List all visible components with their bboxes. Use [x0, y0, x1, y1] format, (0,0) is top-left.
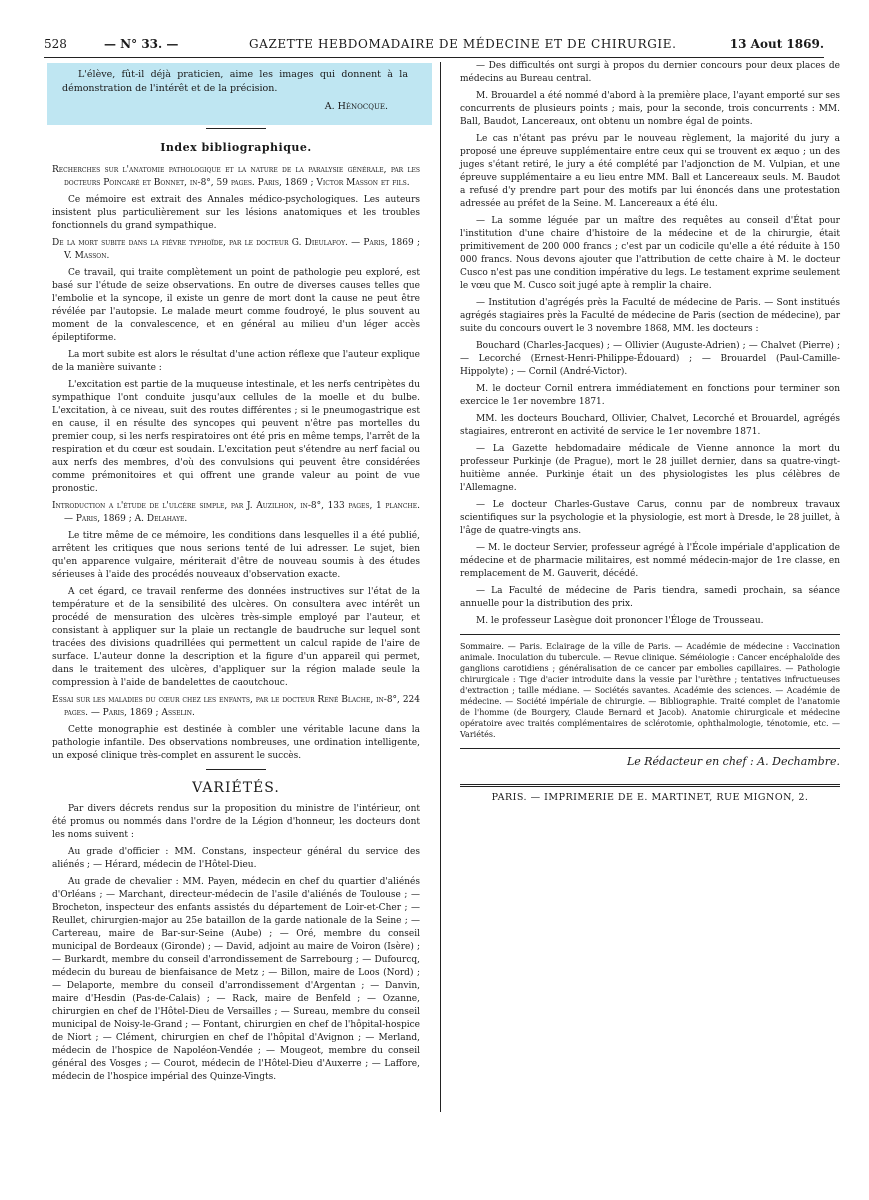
column-divider — [440, 62, 441, 1112]
news-paragraph: — Institution d'agrégés près la Faculté de médecine de Paris. — Sont institués agrégés stagiaires près la Faculté de médecine de Paris (section de médecine), par suite du concours ouvert le 3 novembre 1868, MM. les docteurs : — [460, 298, 840, 334]
varietes-intro: Par divers décrets rendus sur la proposition du ministre de l'intérieur, ont été promus ou nommés dans l'ordre de la Légion d'honneur, les docteurs dont les noms suivent : — [52, 804, 420, 840]
varietes-chevalier: Au grade de chevalier : MM. Payen, médecin en chef du quartier d'aliénés d'Orléans ; — Marchant, directeur-médecin de l'asile d'aliénés de Toulouse ; — Brocheton, inspecteur des enfants assistés du département de Loir-et-Cher ; — Reullet, chirurgien-major au 25e bataillon de la garde nationale de la Seine ; — Cartereau, maire de Bar-sur-Seine (Aube) ; — Oré, membre du conseil municipal de Bordeaux (Gironde) ; — David, adjoint au maire de Voiron (Isère) ; — Burkardt, membre du conseil d'arrondissement de Sarrebourg ; — Dufourcq, médecin du bureau de bienfaisance de Metz ; — Billon, maire de Loos (Nord) ; — Delaporte, membre du conseil d'arrondissement d'Argentan ; — Danvin, maire d'Hesdin (Pas-de-Calais) ; — Rack, maire de Benfeld ; — Ozanne, chirurgien en chef de l'Hôtel-Dieu de Versailles ; — Sureau, membre du conseil municipal de Noisy-le-Grand ; — Fontant, chirurgien en chef de l'hôpital-hospice de Niort ; — Clément, chirurgien en chef de l'hôpital d'Avignon ; — Merland, médecin de l'hospice de Napoléon-Vendée ; — Mougeot, membre du conseil général des Vosges ; — Courot, médecin de l'Hôtel-Dieu d'Auxerre ; — Laffore, médecin de l'hospice impérial des Quinze-Vingts. — [52, 877, 420, 1082]
news-paragraph: — Des difficultés ont surgi à propos du dernier concours pour deux places de médecins au Bureau central. — [460, 61, 840, 84]
review-paragraph: Ce mémoire est extrait des Annales médico-psychologiques. Les auteurs insistent plus particulièrement sur les lésions anatomiques et les troubles fonctionnels du grand sympathique. — [52, 195, 420, 231]
review-paragraph: La mort subite est alors le résultat d'une action réflexe que l'auteur explique de la manière suivante : — [52, 350, 420, 373]
citation-4: Essai sur les maladies du cœur chez les enfants, par le docteur René Blache, in-8°, 224 pages. — Paris, 1869 ; Asselin. — [52, 695, 420, 718]
review-paragraph: Ce travail, qui traite complètement un point de pathologie peu exploré, est basé sur l'étude de seize observations. En outre de diverses causes telles que l'embolie et la syncope, il existe un genre de mort dont la cause ne peut être révélée par l'autopsie. Le malade meurt comme foudroyé, le plus souvent au moment de la convalescence, et en général au milieu d'un léger accès épileptiforme. — [52, 268, 420, 343]
running-head — [44, 34, 824, 54]
citation-3: Introduction a l'étude de l'ulcère simple, par J. Auzilhon, in-8°, 133 pages, 1 planche. — Paris, 1869 ; A. Delahaye. — [52, 501, 420, 524]
header-rule — [44, 57, 824, 58]
issue-number: — N° 33. — — [104, 37, 179, 51]
quote-author: A. Hénocque. — [324, 101, 388, 112]
review-paragraph: L'excitation est partie de la muqueuse intestinale, et les nerfs centripètes du sympathique l'ont conduite jusqu'aux cellules de la moelle et du bulbe. L'excitation, à ce niveau, suit des routes différentes ; si le pneumogastrique est en cause, il en résulte des syncopes qui peuvent n'être pas mortelles du premier coup, si les nerfs respiratoires ont été pris en même temps, l'arrêt de la respiration et du cœur est soudain. L'excitation peut s'étendre au nerf facial ou aux nerfs des membres, d'où des convulsions qui peuvent être considérées comme prémonitoires et qui offrent une grande valeur au point de vue pronostic. — [52, 380, 420, 494]
index-title: Index bibliographique. — [160, 141, 312, 154]
printer-imprint: PARIS. — IMPRIMERIE DE E. MARTINET, RUE MIGNON, 2. — [460, 784, 840, 804]
left-column — [52, 64, 420, 1088]
review-paragraph: A cet égard, ce travail renferme des données instructives sur l'état de la température et de la sensibilité des ulcères. On consultera avec intérêt un procédé de mensuration des ulcères très-simple employé par l'auteur, et consistant à appliquer sur la plaie un rectangle de baudruche sur lequel sont tracées des divisions quadrillées qui permettent un calcul rapide de l'aire de surface. L'auteur donne la description et la figure d'un appareil qui permet, dans le traitement des ulcères, d'appliquer sur la région malade seule la compression à l'aide de bandelettes de caoutchouc. — [52, 587, 420, 688]
sommaire: Sommaire. — Paris. Eclairage de la ville de Paris. — Académie de médecine : Vaccination animale. Inoculation du tubercule. — Revue clinique. Séméiologie : Cancer encéphaloïde des ganglions carotidiens ; généralisation de ce cancer par embolies capillaires. — Pathologie chirurgicale : Tige d'acier introduite dans la vessie par l'urèthre ; tentatives infructueuses d'extraction ; taille médiane. — Sociétés savantes. Académie des sciences. — Académie de médecine. — Société impériale de chirurgie. — Bibliographie. Traité complet de l'anatomie de l'homme (de Bourgery, Claude Bernard et Jacob). Anatomie chirurgicale et médecine opératoire avec traités complémentaires de sclérotomie, ophthalmologie, ténotomie, etc. — Variétés. — [460, 634, 840, 740]
news-paragraph: — Le docteur Charles-Gustave Carus, connu par de nombreux travaux scientifiques sur la psychologie et la physiologie, est mort à Dresde, le 28 juillet, à l'âge de quatre-vingts ans. — [460, 500, 840, 536]
citation-2: De la mort subite dans la fièvre typhoïde, par le docteur G. Dieulafoy. — Paris, 1869 ; V. Masson. — [52, 238, 420, 261]
quote-text: L'élève, fût-il déjà praticien, aime les images qui donnent à la démonstration de l'intérêt et de la précision. — [62, 69, 408, 94]
news-paragraph: Bouchard (Charles-Jacques) ; — Ollivier (Auguste-Adrien) ; — Chalvet (Pierre) ; — Lecorché (Ernest-Henri-Philippe-Édouard) ; — Brouardel (Paul-Camille-Hippolyte) ; — Cornil (André-Victor). — [460, 341, 840, 377]
news-paragraph: — La Faculté de médecine de Paris tiendra, samedi prochain, sa séance annuelle pour la distribution des prix. — [460, 586, 840, 609]
section-rule — [206, 769, 266, 770]
news-paragraph: M. le docteur Cornil entrera immédiatement en fonctions pour terminer son exercice le 1er novembre 1871. — [460, 384, 840, 407]
epigraph-quote — [52, 64, 420, 114]
review-paragraph: Cette monographie est destinée à combler une véritable lacune dans la pathologie infantile. Des observations nombreuses, une ordination intelligente, un exposé clinique très-complet en assurent le succès. — [52, 725, 420, 761]
page-number: 528 — [44, 37, 67, 51]
news-paragraph: Le cas n'étant pas prévu par le nouveau règlement, la majorité du jury a proposé une épreuve supplémentaire entre ceux qui se trouvent ex æquo ; un des juges s'étant retiré, le jury a été complété par l'adjonction de M. Vulpian, et une épreuve supplémentaire a eu lieu entre MM. Ball et Lancereaux seuls. M. Baudot a refusé d'y prendre part pour des motifs par lui énoncés dans une protestation adressée au préfet de la Seine. M. Lancereaux a été élu. — [460, 134, 840, 209]
journal-title: GAZETTE HEBDOMADAIRE DE MÉDECINE ET DE CHIRURGIE. — [249, 37, 677, 51]
news-paragraph: — La Gazette hebdomadaire médicale de Vienne annonce la mort du professeur Purkinje (de Prague), mort le 28 juillet dernier, dans sa quatre-vingt-huitième année. Purkinje était un des physiologistes les plus célèbres de l'Allemagne. — [460, 444, 840, 493]
varietes-officier: Au grade d'officier : MM. Constans, inspecteur général du service des aliénés ; — Hérard, médecin de l'Hôtel-Dieu. — [52, 847, 420, 870]
right-column — [460, 60, 840, 804]
varietes-title: VARIÉTÉS. — [192, 780, 280, 796]
review-paragraph: Le titre même de ce mémoire, les conditions dans lesquelles il a été publié, arrêtent les critiques que nous serions tenté de lui adresser. Le sujet, bien qu'en apparence vulgaire, mériterait d'être de nouveau soumis à des études sérieuses à l'aide des procédés nouveaux d'observation exacte. — [52, 531, 420, 580]
editor-signature: Le Rédacteur en chef : A. Dechambre. — [460, 748, 840, 768]
news-paragraph: M. Brouardel a été nommé d'abord à la première place, l'ayant emporté sur ses concurrents de plusieurs points ; mais, pour la seconde, trois concurrents : MM. Ball, Baudot, Lancereaux, ont obtenu un nombre égal de points. — [460, 91, 840, 127]
news-paragraph: — La somme léguée par un maître des requêtes au conseil d'État pour l'institution d'une chaire d'histoire de la médecine et de la chirurgie, était primitivement de 200 000 francs ; c'est par un codicile qu'elle a été réduite à 150 000 francs. Nous devons ajouter que l'attribution de cette chaire à M. le docteur Cusco n'est pas une condition impérative du legs. Le testament exprime seulement le vœu que M. Cusco soit jugé apte à remplir la chaire. — [460, 216, 840, 291]
section-rule — [206, 128, 266, 129]
news-paragraph: MM. les docteurs Bouchard, Ollivier, Chalvet, Lecorché et Brouardel, agrégés stagiaires, entreront en activité de service le 1er novembre 1871. — [460, 414, 840, 437]
issue-date: 13 Aout 1869. — [729, 37, 824, 51]
news-paragraph: — M. le docteur Servier, professeur agrégé à l'École impériale d'application de médecine et de pharmacie militaires, est nommé médecin-major de 1re classe, en remplacement de M. Gauverit, décédé. — [460, 543, 840, 579]
citation-1: Recherches sur l'anatomie pathologique et la nature de la paralysie générale, par les docteurs Poincaré et Bonnet, in-8°, 59 pages. Paris, 1869 ; Victor Masson et fils. — [52, 165, 420, 188]
news-paragraph: M. le professeur Lasègue doit prononcer l'Éloge de Trousseau. — [476, 616, 764, 626]
